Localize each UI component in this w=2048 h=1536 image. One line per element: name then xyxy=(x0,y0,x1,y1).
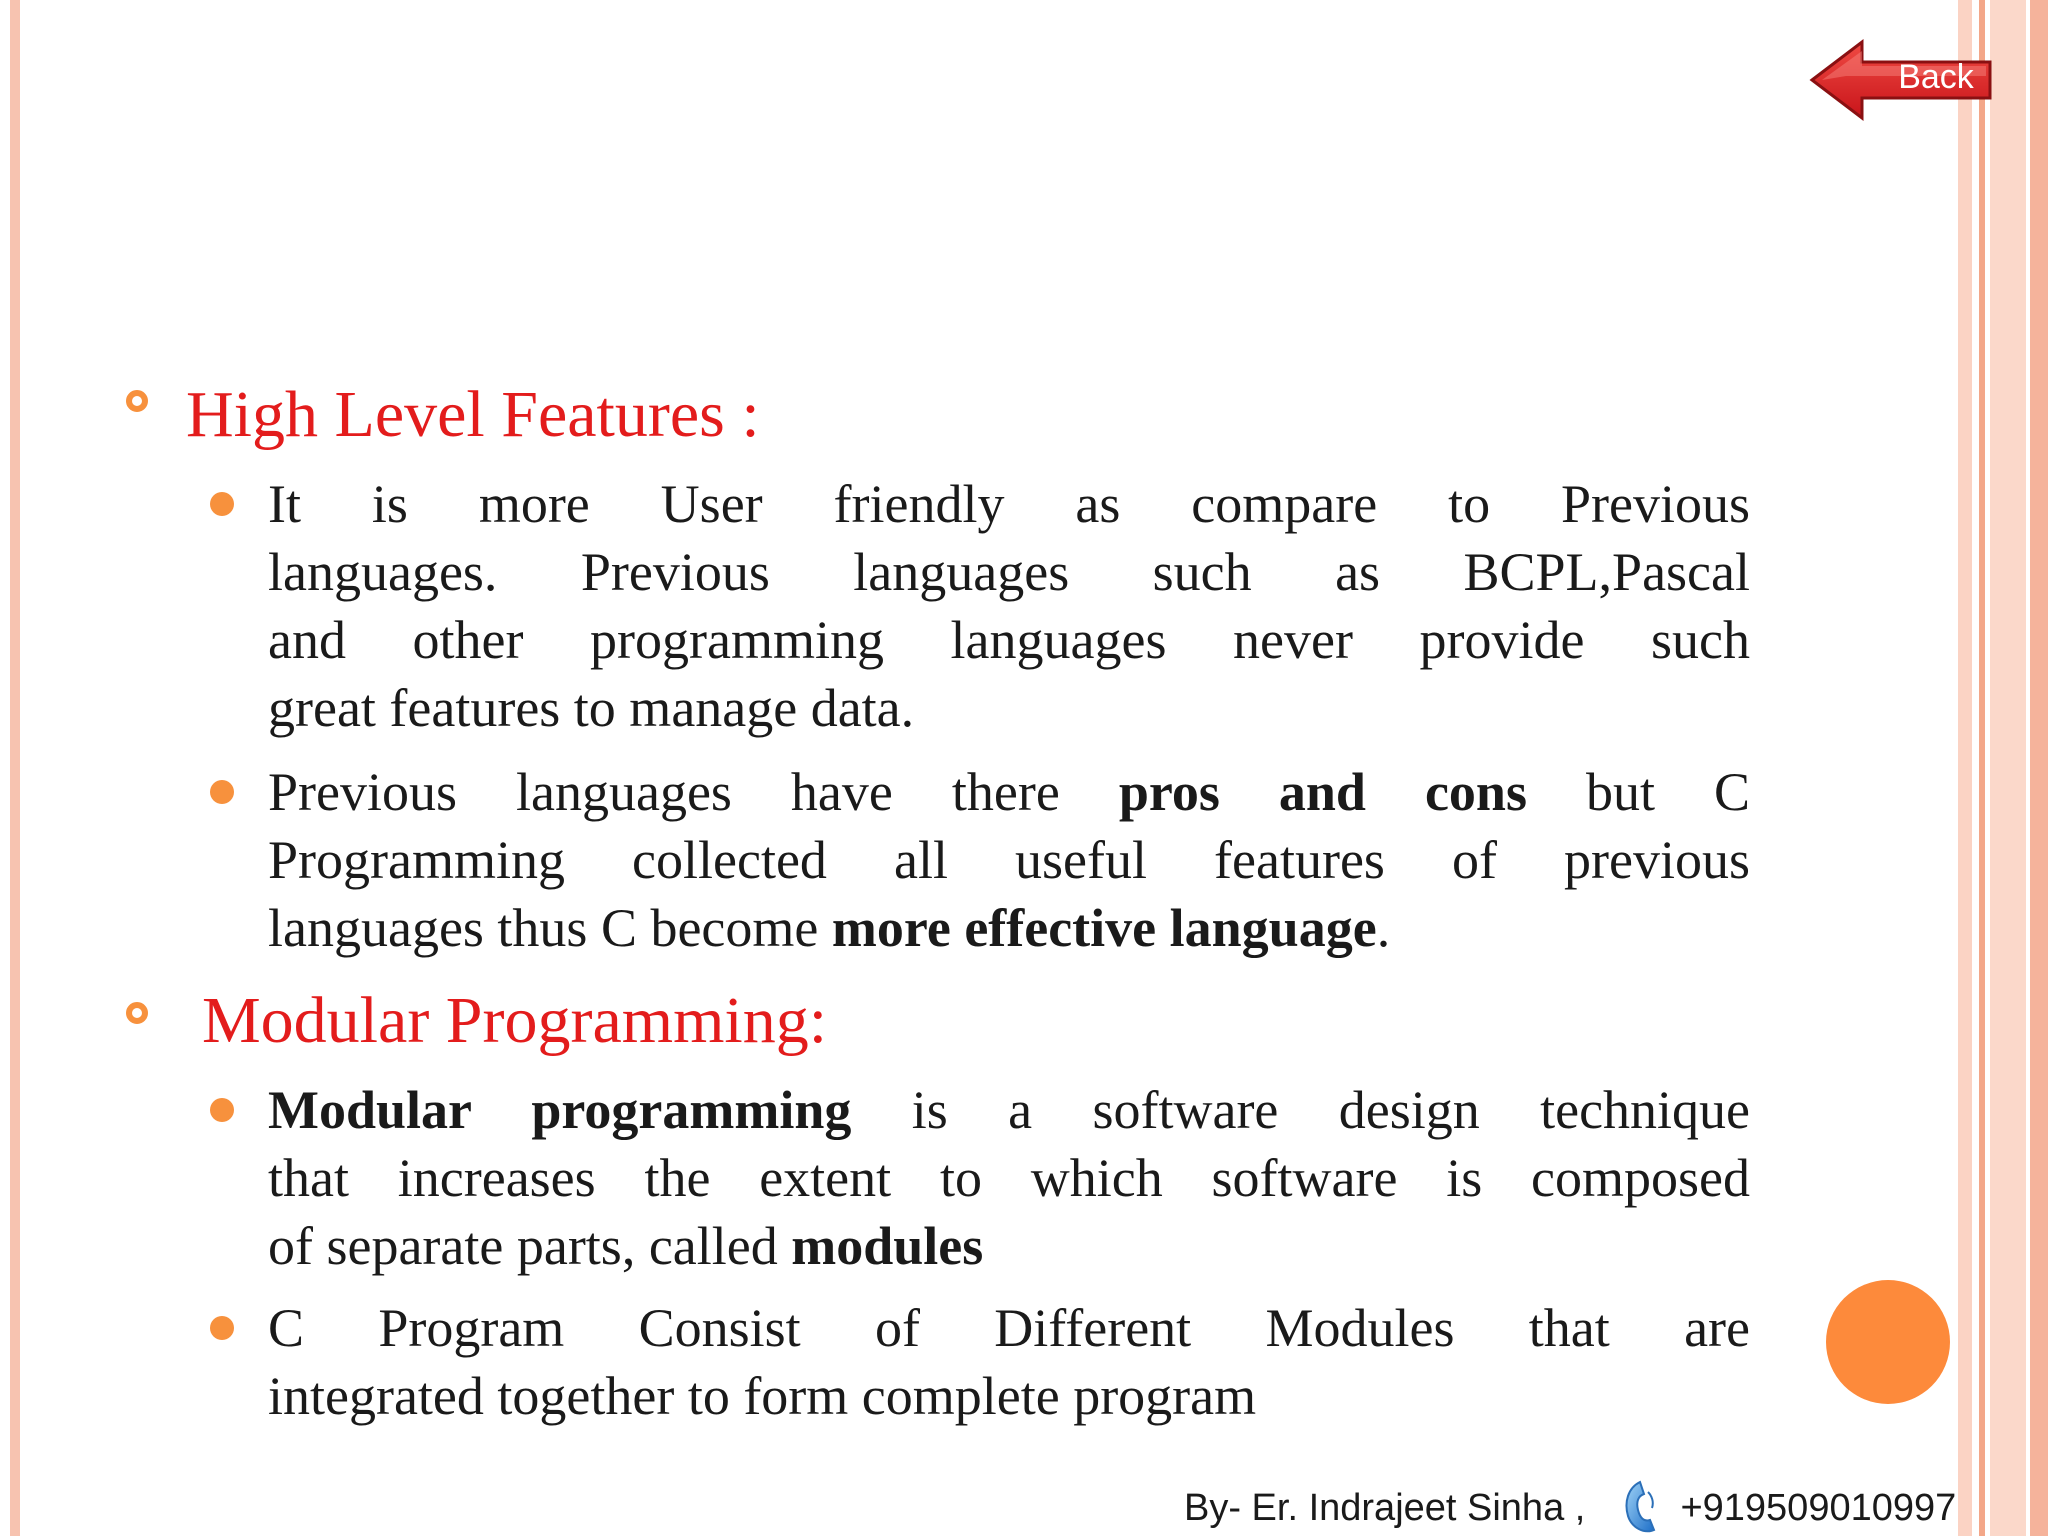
bold-phrase-modules: modules xyxy=(791,1216,984,1276)
phone-icon xyxy=(1620,1480,1660,1536)
bullet-text-line: Programming collected all useful features of previous xyxy=(268,830,1750,890)
text-run: is a software design technique xyxy=(911,1080,1751,1140)
bullet-item xyxy=(268,470,1750,742)
bullet-dot-icon xyxy=(210,1098,234,1122)
heading-bullet-icon xyxy=(126,1002,148,1024)
text-run: of separate parts, called xyxy=(268,1216,778,1276)
bullet-text-line: integrated together to form complete program xyxy=(268,1366,1257,1426)
left-border-stripe xyxy=(10,0,20,1536)
bullet-item xyxy=(268,758,1750,962)
bullet-item xyxy=(268,1294,1750,1430)
bullet-text-line xyxy=(268,1076,1750,1144)
bold-phrase-modular-programming: Modular programming xyxy=(268,1080,852,1140)
bullet-text-line: languages. Previous languages such as BCPL,Pascal xyxy=(268,542,1750,602)
footer-phone: +919509010997 xyxy=(1680,1487,1957,1529)
back-button-label: Back xyxy=(1898,58,1974,96)
heading-bullet-icon xyxy=(126,390,148,412)
bold-phrase-more-effective-language: more effective language xyxy=(831,898,1377,958)
bullet-text-line: and other programming languages never provide such xyxy=(268,610,1750,670)
heading-text: High Level Features : xyxy=(186,378,760,451)
right-border-stripe xyxy=(1979,0,1985,1536)
bold-phrase-pros-and-cons: pros and cons xyxy=(1118,762,1527,822)
text-run: but C xyxy=(1585,762,1751,822)
bullet-text-line: that increases the extent to which software is composed xyxy=(268,1148,1750,1208)
footer-credit xyxy=(1184,1480,1956,1536)
footer-author: By- Er. Indrajeet Sinha , xyxy=(1184,1487,1586,1529)
bullet-text-line xyxy=(268,1212,1750,1280)
bullet-text-line: It is more User friendly as compare to Previous xyxy=(268,474,1750,534)
text-run: languages thus C become xyxy=(268,898,819,958)
right-border-stripe xyxy=(1990,0,2026,1536)
heading-text: Modular Programming: xyxy=(202,984,828,1057)
bullet-text-line xyxy=(268,758,1750,826)
text-run: . xyxy=(1376,898,1391,958)
bullet-item xyxy=(268,1076,1750,1280)
back-button[interactable] xyxy=(1806,38,1992,122)
right-border-stripe xyxy=(1958,0,1972,1536)
bullet-dot-icon xyxy=(210,492,234,516)
bullet-text-line xyxy=(268,894,1750,962)
bullet-dot-icon xyxy=(210,780,234,804)
decorative-circle xyxy=(1826,1280,1950,1404)
right-border-stripe xyxy=(2030,0,2048,1536)
bullet-text-line: C Program Consist of Different Modules that are xyxy=(268,1298,1750,1358)
bullet-text-line: great features to manage data. xyxy=(268,678,915,738)
text-run: Previous languages have there xyxy=(268,762,1060,822)
bullet-dot-icon xyxy=(210,1316,234,1340)
